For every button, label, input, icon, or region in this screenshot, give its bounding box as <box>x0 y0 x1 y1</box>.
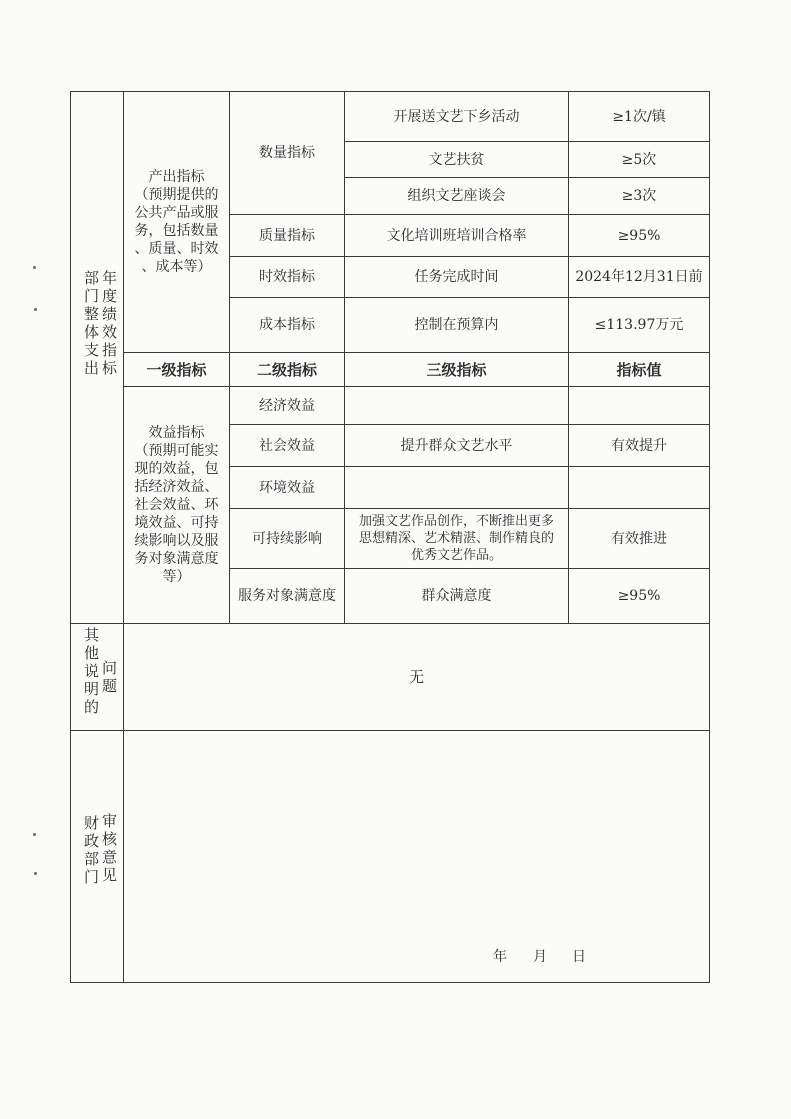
economic-benefit-label: 经济效益 <box>259 397 315 414</box>
quantity-indicator-label: 数量指标 <box>259 145 315 161</box>
indicator-value: ≥5次 <box>621 151 657 168</box>
sustainable-impact-label: 可持续影响 <box>252 530 322 547</box>
indicator-item: 开展送文艺下乡活动 <box>393 108 520 125</box>
finance-review-label-2: 审核意见 <box>100 813 118 885</box>
benefit-indicator-category: 效益指标 （预期可能实 现的效益，包 括经济效益、 社会效益、环 境效益、可持 续影响以及服 务对象满意度 等） <box>134 425 219 585</box>
indicator-value: 有效提升 <box>611 437 667 454</box>
other-issues-label-2: 问题 <box>100 660 118 696</box>
social-benefit-label: 社会效益 <box>259 437 315 454</box>
table-border-bottom <box>70 982 710 983</box>
scan-speck <box>33 266 36 269</box>
header-level2: 二级指标 <box>256 360 317 379</box>
indicator-item: 文艺扶贫 <box>428 151 485 168</box>
header-level1: 一级指标 <box>146 360 207 379</box>
date-day: 日 <box>572 949 586 965</box>
table-border-left <box>70 91 71 983</box>
header-level3: 三级指标 <box>426 360 487 379</box>
other-issues-label: 其他说明的 <box>82 627 100 717</box>
timeliness-indicator-label: 时效指标 <box>259 269 315 285</box>
indicator-item: 群众满意度 <box>421 588 492 604</box>
header-value: 指标值 <box>616 360 662 379</box>
indicator-value <box>569 467 709 508</box>
finance-review-label: 财政部门 <box>82 815 100 887</box>
satisfaction-label: 服务对象满意度 <box>238 588 336 604</box>
output-indicator-category: 产出指标 （预期提供的 公共产品或服 务，包括数量 、质量、时效 、成本等） <box>134 169 219 275</box>
indicator-value: ≥95% <box>617 588 661 604</box>
indicator-item: 控制在预算内 <box>414 317 499 333</box>
indicator-item: 任务完成时间 <box>414 269 499 285</box>
indicator-item: 文化培训班培训合格率 <box>386 227 527 244</box>
date-year: 年 <box>493 949 507 965</box>
environmental-benefit-label: 环境效益 <box>259 479 315 496</box>
table-border-right <box>709 91 710 983</box>
indicator-item: 组织文艺座谈会 <box>407 188 506 204</box>
scan-speck <box>34 872 37 875</box>
section-label-annual-indicators: 年度绩效指标 <box>100 270 118 378</box>
scan-speck <box>33 833 36 836</box>
indicator-item: 加强文艺作品创作，不断推出更多 思想精深、艺术精湛、制作精良的 优秀文艺作品。 <box>358 514 554 563</box>
indicator-value: ≥3次 <box>621 188 657 204</box>
indicator-value: ≥95% <box>617 227 661 244</box>
cost-indicator-label: 成本指标 <box>259 317 315 333</box>
indicator-item <box>345 467 568 508</box>
indicator-value: ≥1次/镇 <box>612 108 666 125</box>
scan-speck <box>34 308 37 311</box>
section-label-dept-overall: 部门整体支出 <box>82 270 100 378</box>
indicator-item: 提升群众文艺水平 <box>400 437 513 454</box>
indicator-value: ≤113.97万元 <box>594 317 684 333</box>
indicator-value: 有效推进 <box>611 530 667 547</box>
indicator-value <box>569 387 709 424</box>
finance-review-content <box>124 731 709 931</box>
date-month: 月 <box>533 949 547 965</box>
indicator-item <box>345 387 568 424</box>
quality-indicator-label: 质量指标 <box>259 227 315 244</box>
other-issues-content: 无 <box>408 668 424 686</box>
indicator-value: 2024年12月31日前 <box>575 269 703 285</box>
